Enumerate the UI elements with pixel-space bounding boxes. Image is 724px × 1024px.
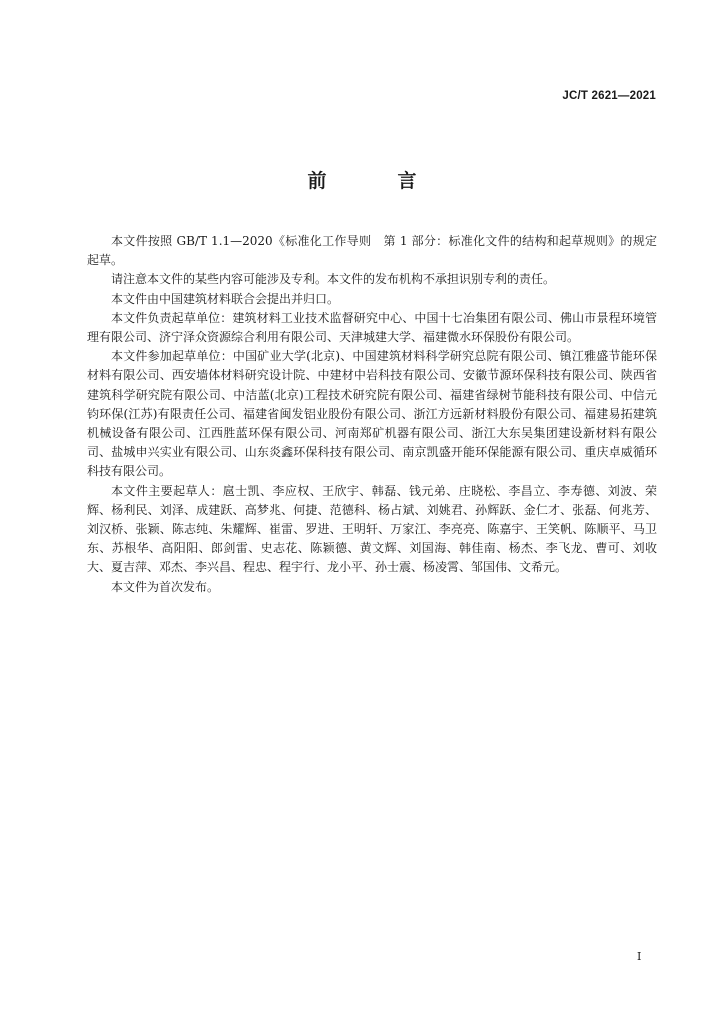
paragraph-lead-drafters: 本文件负责起草单位：建筑材料工业技术监督研究中心、中国十七冶集团有限公司、佛山市景程环境管理有限公司、济宁泽众资源综合利用有限公司、天津城建大学、福建微水环保股份有限公司。 xyxy=(87,310,657,345)
paragraph-first-release: 本文件为首次发布。 xyxy=(111,579,220,594)
paragraph-drafting-rules: 本文件按照 GB/T 1.1—2020《标准化工作导则 第 1 部分：标准化文件的结构和起草规则》的规定起草。 xyxy=(87,234,657,268)
document-body xyxy=(87,232,657,597)
page-title: 前 言 xyxy=(307,170,443,192)
paragraph-main-drafters: 本文件主要起草人：扈士凯、李应权、王欣宇、韩磊、钱元弟、庄晓松、李昌立、李寿德、刘波、荣辉、杨利民、刘泽、成建跃、高梦兆、何捷、范德科、杨占斌、刘姚君、孙辉跃、金仁才、张磊、何兆芳、刘汉桥、张颖、陈志纯、朱耀辉、崔雷、罗进、王明轩、万家江、李亮亮、陈嘉宇、王笑帆、陈顺平、马卫东、苏根华、高阳阳、郎剑雷、史志花、陈颖德、黄文辉、刘国海、韩佳南、杨杰、李飞龙、曹可、刘收大、夏吉萍、邓杰、李兴昌、程忠、程宇行、龙小平、孙士震、杨凌霄、邹国伟、文希元。 xyxy=(87,483,657,575)
paragraph-participating-drafters: 本文件参加起草单位：中国矿业大学(北京)、中国建筑材料科学研究总院有限公司、镇江雅盛节能环保材料有限公司、西安墙体材料研究设计院、中建材中岩科技有限公司、安徽节源环保科技有限公司、陕西省建筑科学研究院有限公司、中洁蓝(北京)工程技术研究院有限公司、福建省绿树节能科技有限公司、中信元钧环保(江苏)有限责任公司、福建省闽发铝业股份有限公司、浙江方远新材料股份有限公司、福建易拓建筑机械设备有限公司、江西胜蓝环保有限公司、河南郑矿机器有限公司、浙江大东吴集团建设新材料有限公司、盐城申兴实业有限公司、山东炎鑫环保科技有限公司、南京凯盛开能环保能源有限公司、重庆卓威循环科技有限公司。 xyxy=(87,349,657,479)
paragraph-patent-notice: 请注意本文件的某些内容可能涉及专利。本文件的发布机构不承担识别专利的责任。 xyxy=(111,272,556,287)
paragraph-proposer: 本文件由中国建筑材料联合会提出并归口。 xyxy=(111,291,340,306)
document-code: JC/T 2621—2021 xyxy=(562,90,656,102)
page-number: I xyxy=(637,950,642,963)
